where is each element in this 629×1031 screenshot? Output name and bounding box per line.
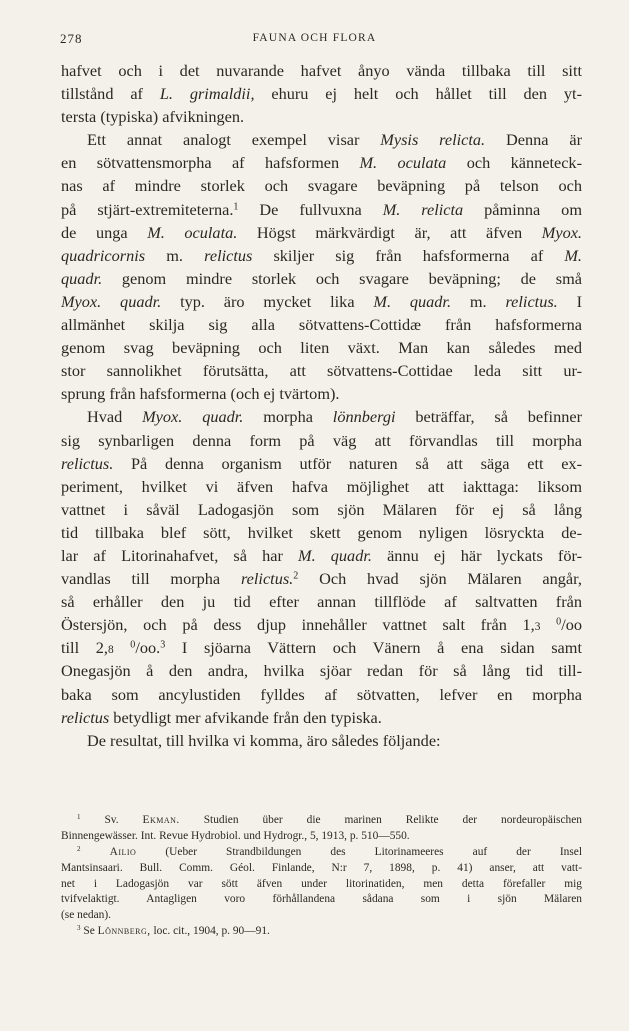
body-text: och känneteck- (446, 153, 582, 173)
body-line (61, 313, 582, 336)
body-line (61, 128, 582, 151)
body-text: relictus (204, 245, 253, 265)
body-text: ehuru ej helt och hållet till den yt- (254, 84, 583, 104)
body-line (61, 659, 582, 682)
body-text: vandlas till morpha (61, 569, 241, 589)
body-line (61, 151, 582, 174)
body-text (114, 638, 131, 657)
body-text: Hvad (87, 407, 143, 427)
body-text: relictus. (505, 291, 558, 311)
body-line (61, 521, 582, 544)
body-text: ännu ej här lyckats för- (371, 545, 582, 565)
body-text: genom mindre storlek och svagare beväpning; de små (102, 268, 582, 288)
body-line (61, 567, 582, 590)
footnote-text: Ekman. (142, 814, 180, 826)
footnote-line (61, 829, 582, 845)
body-text: Denna är (485, 130, 582, 150)
body-line (61, 429, 582, 452)
body-text: beträffar, så befinner (395, 407, 583, 427)
body-text: hafvet och i det nuvarande hafvet ånyo vända tillbaka till sitt (61, 61, 582, 80)
body-line (61, 729, 582, 752)
footnote-text: net i Ladogasjön var sött äfven under litorinatiden, men detta förefaller mig (61, 877, 582, 890)
body-text: relictus. (240, 569, 294, 589)
body-text: 2 (293, 570, 299, 582)
body-text: vattnet i såväl Ladogasjön som sjön Mälaren för ej så lång (61, 499, 582, 519)
footnote-line (61, 861, 582, 877)
body-text: m. (451, 291, 506, 311)
body-text: Högst märkvärdigt är, att äfven (237, 222, 542, 242)
body-text: skiljer sig från hafsformerna af (252, 245, 565, 265)
body-text: På denna organism utför naturen så att säga ett ex- (113, 453, 582, 473)
body-text: en sötvattensmorpha af hafsformen (61, 153, 360, 173)
body-text: Och hvad sjön Mälaren angår, (298, 569, 582, 589)
footnote-line (61, 813, 582, 829)
body-text: 0 (556, 616, 562, 628)
body-line (61, 683, 582, 706)
footnote-text: Sv. (80, 814, 143, 826)
footnote-text: Studien über die marinen Relikte der nordeuropäischen (179, 814, 582, 826)
footnote-text: Lönnberg, (97, 925, 151, 938)
body-text (540, 615, 556, 634)
body-text: Myox. (541, 222, 583, 242)
body-text: tid tillbaka blef sött, hvilket skett genom nyligen lösryckta de- (61, 522, 582, 542)
body-text: lar af Litorinahafvet, så har (61, 545, 299, 565)
footnote-text: tvifvelaktigt. Antagligen voro förhållandena sådana som i sjön Mälaren (61, 893, 582, 906)
body-text: de unga (61, 222, 148, 242)
running-head (0, 31, 629, 47)
body-text: M. oculata (359, 153, 447, 173)
body-text: M. quadr. (373, 291, 452, 311)
body-text: morpha (243, 407, 333, 427)
page-number: 278 (60, 31, 83, 46)
body-line (61, 475, 582, 498)
body-text: 8 (107, 644, 114, 657)
body-text: sig synbarligen denna form på väg att förvandlas till morpha (61, 430, 582, 450)
body-text: 1 (233, 201, 239, 213)
footnotes (61, 813, 582, 940)
body-text: lönnbergi (332, 407, 396, 427)
body-line (61, 590, 582, 613)
body-text: Östersjön, och på dess djup innehåller vattnet salt från 1, (61, 615, 535, 635)
body-text: typ. äro mycket lika (161, 291, 374, 311)
body-text: tillstånd af (61, 84, 160, 104)
body-text: M. (564, 245, 582, 265)
body-line (61, 267, 582, 290)
body-line (61, 82, 582, 105)
body-text: nas af mindre storlek och svagare beväpning på telson och (61, 176, 582, 196)
body-line (61, 244, 582, 267)
footnote-text: 2 (77, 844, 81, 853)
footnote-text: Mantsinsaari. Bull. Comm. Géol. Finlande, N:r 7, 1898, p. 41) anser, att vatt- (61, 861, 582, 874)
body-line (61, 706, 582, 729)
body-text: I (557, 291, 583, 311)
body-line (61, 498, 582, 521)
footnote-line (61, 877, 582, 893)
footnote-line (61, 845, 582, 861)
body-text: /oo. (135, 638, 161, 658)
body-text: Mysis relicta. (380, 130, 486, 150)
body-text: genom svag beväpning och liten växt. Man kan således med (61, 338, 582, 358)
body-line (61, 544, 582, 567)
body-text: betydligt mer afvikande från den typiska. (109, 707, 382, 727)
body-text: 3 (534, 621, 541, 634)
body-text: L. grimaldii, (159, 84, 255, 104)
running-title: FAUNA OCH FLORA (252, 32, 377, 44)
footnote-text: Ailio (109, 845, 137, 858)
body-text: tersta (typiska) afvikningen. (61, 107, 245, 127)
body-line (61, 198, 582, 221)
body-text: Myox. quadr. (142, 407, 244, 427)
body-text: M. oculata. (147, 222, 238, 242)
footnote-line (61, 908, 582, 924)
body-text: 0 (130, 639, 136, 651)
body-text: 3 (160, 639, 166, 651)
footnote-text: Se (80, 925, 98, 938)
body-text: Ett annat analogt exempel visar (87, 130, 381, 150)
footnote-text: 1 (77, 813, 81, 822)
body-text (61, 59, 582, 752)
body-line (61, 613, 582, 636)
body-line (61, 221, 582, 244)
footnote-text: 3 (77, 924, 81, 933)
body-line (61, 336, 582, 359)
body-text: quadr. (61, 268, 103, 288)
body-text: /oo (561, 615, 582, 635)
body-line (61, 405, 582, 428)
footnote-text: (Ueber Strandbildungen des Litorinameeres auf der Insel (136, 845, 582, 858)
body-text: periment, hvilket vi äfven hafva möjlighet att iakttaga: liksom (61, 476, 582, 496)
body-line (61, 290, 582, 313)
body-line (61, 382, 582, 405)
body-text: så erhåller den ju tid efter annan tillflöde af saltvatten från (61, 592, 582, 612)
body-text: påminna om (463, 199, 582, 219)
body-line (61, 174, 582, 197)
body-text: Onegasjön å den andra, hvilka sjöar redan för så lång tid till- (61, 661, 582, 681)
body-text: I sjöarna Vättern och Vänern å ena sidan samt (165, 638, 582, 658)
footnote-text: loc. cit., 1904, p. 90—91. (150, 925, 270, 938)
body-line (61, 59, 582, 82)
body-text: stor sannolikhet förutsätta, att sötvattens-Cottidae leda sitt ur- (61, 361, 582, 381)
body-line (61, 452, 582, 475)
body-text: m. (145, 245, 205, 265)
body-text: till 2, (61, 638, 108, 658)
body-text: allmänhet skilja sig alla sötvattens-Cottidæ från hafsformerna (61, 315, 582, 335)
footnote-text: (se nedan). (61, 909, 111, 922)
body-text: relictus. (61, 453, 114, 473)
body-text: Myox. quadr. (61, 291, 162, 311)
body-text: relictus (61, 707, 110, 727)
body-line (61, 359, 582, 382)
footnote-text: Binnengewässer. Int. Revue Hydrobiol. und Hydrogr., 5, 1913, p. 510—550. (61, 829, 410, 842)
footnote-line (61, 924, 582, 940)
body-line (61, 636, 582, 659)
body-text: baka som ancylustiden fylldes af sötvatten, lefver en morpha (61, 684, 582, 704)
body-text: De resultat, till hvilka vi komma, äro således följande: (87, 730, 441, 750)
body-text: på stjärt-extremiteterna. (61, 199, 234, 219)
body-text: sprung från hafsformerna (och ej tvärtom). (61, 384, 340, 404)
body-text: M. relicta (382, 199, 464, 219)
body-text: quadricornis (61, 245, 146, 265)
body-text: De fullvuxna (238, 199, 383, 219)
body-line (61, 105, 582, 128)
body-text: M. quadr. (298, 545, 372, 565)
footnote-text (81, 846, 110, 858)
footnote-line (61, 892, 582, 908)
